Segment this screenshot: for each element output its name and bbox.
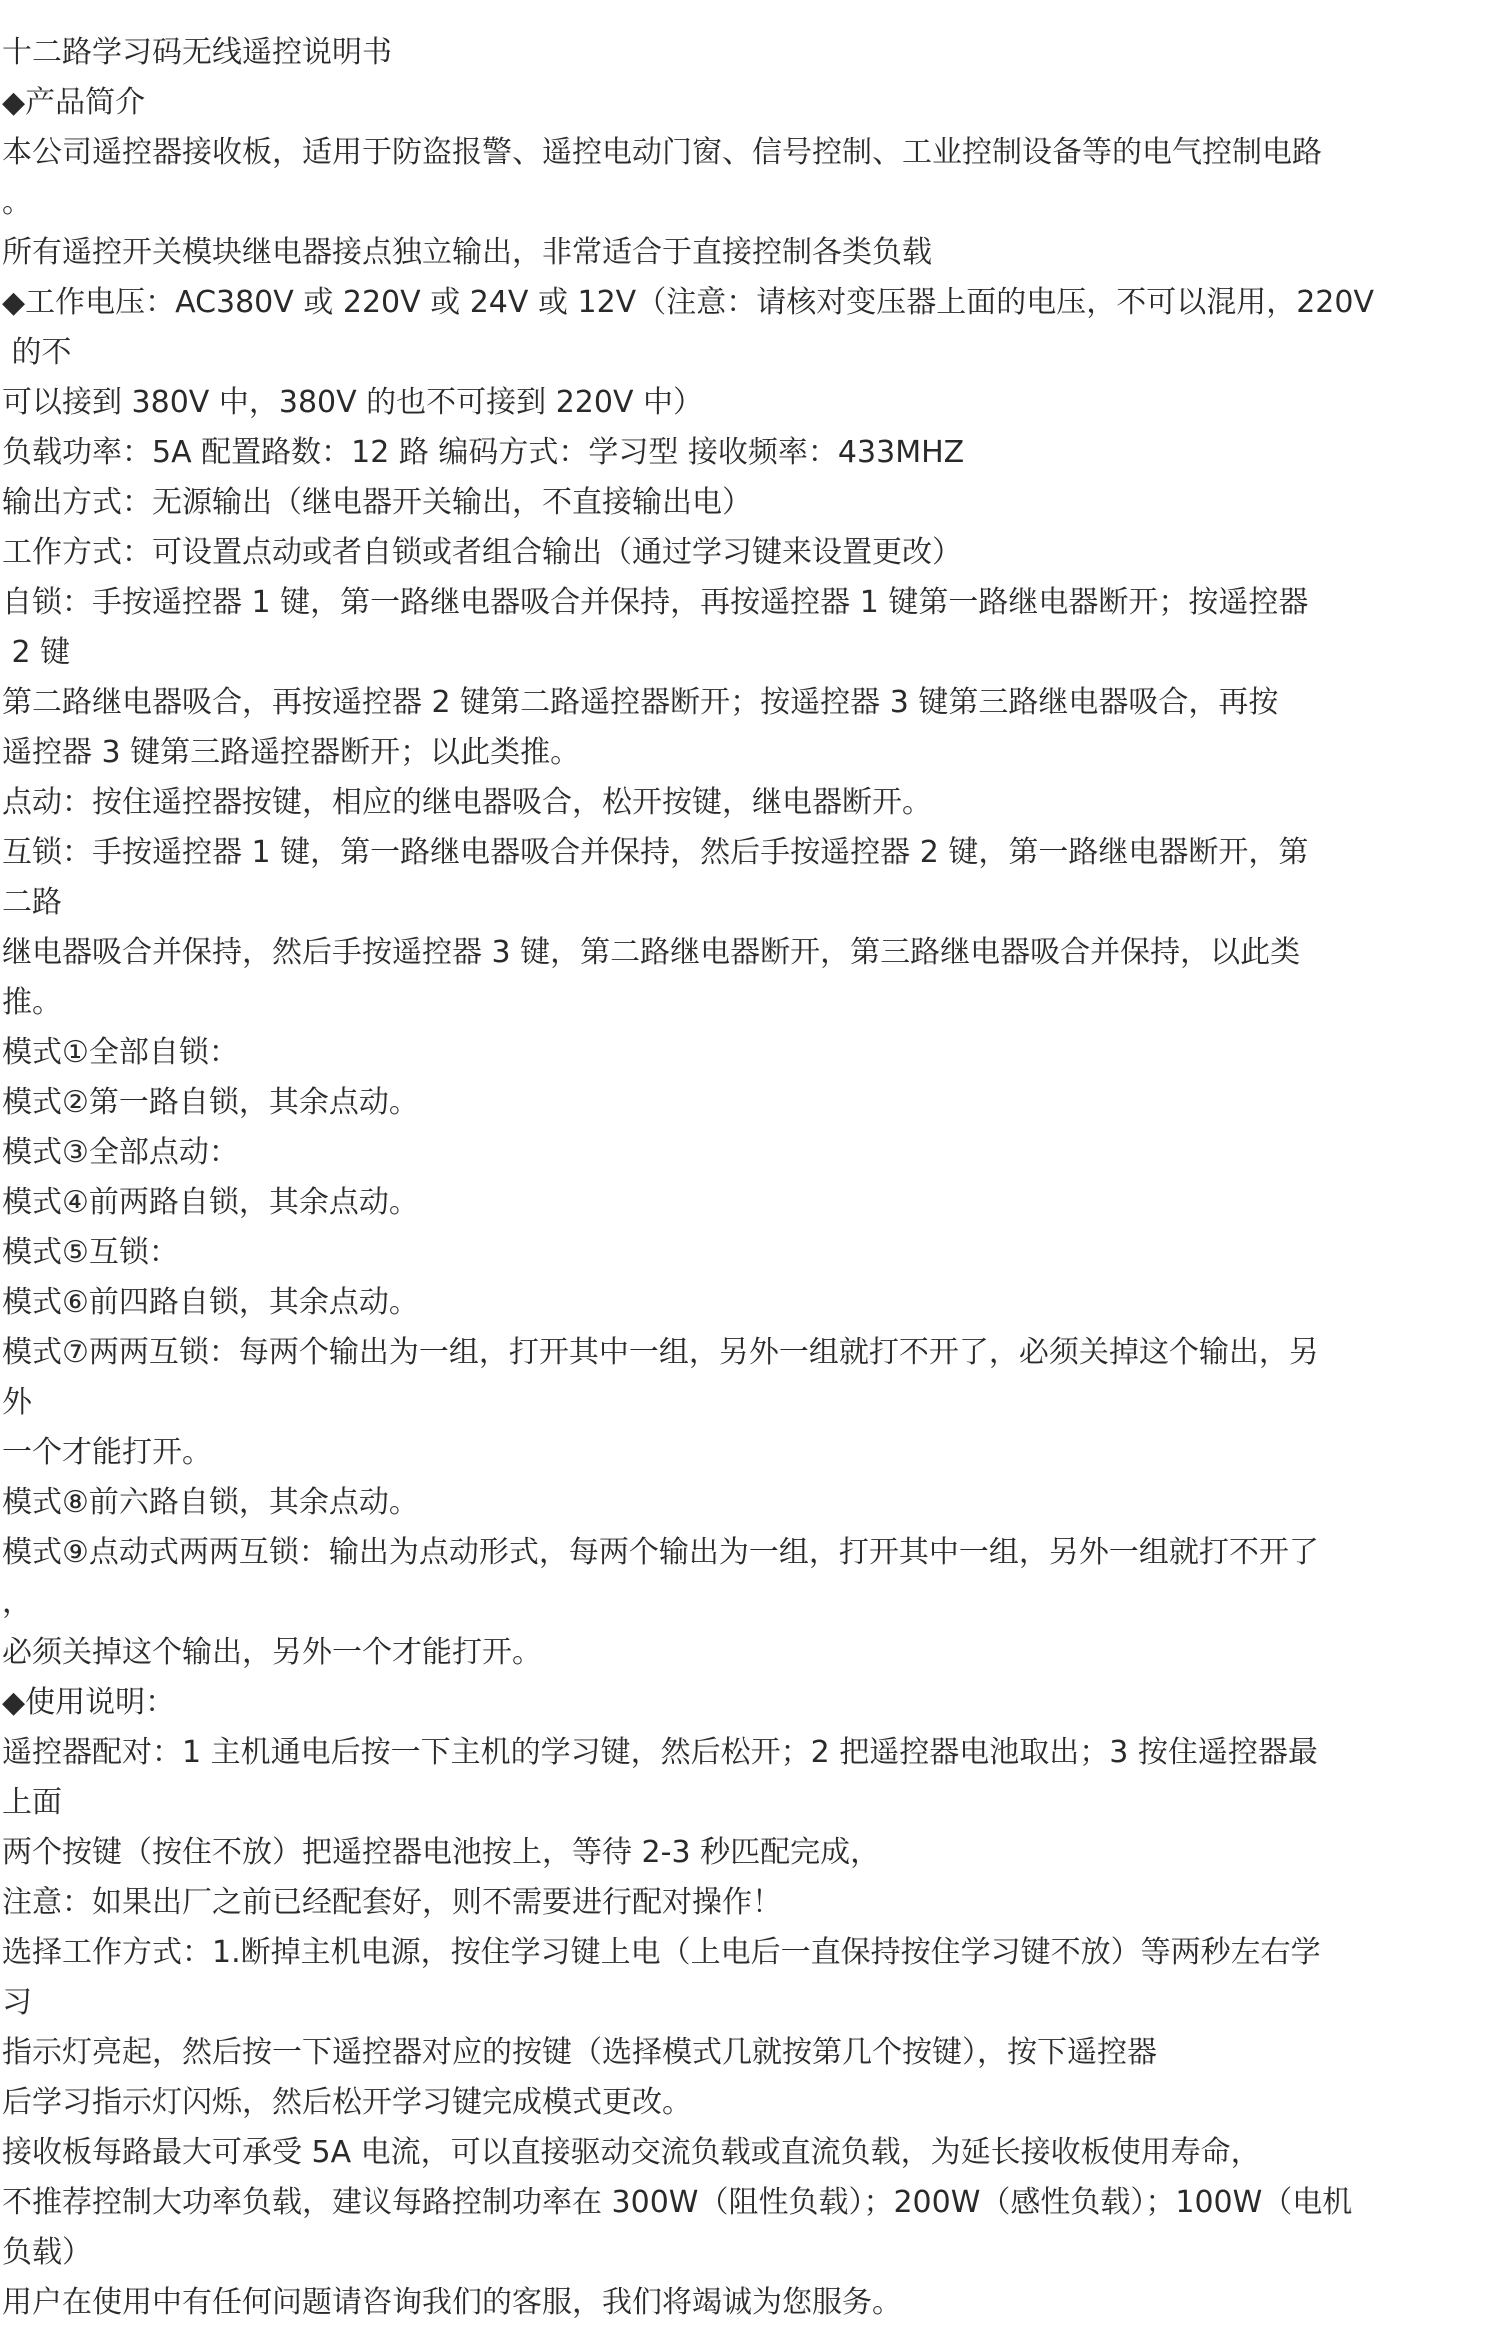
text-line: 2 键 bbox=[2, 635, 71, 670]
mode-line: 模式④前两路自锁，其余点动。 bbox=[2, 1185, 419, 1220]
text-line: 指示灯亮起，然后按一下遥控器对应的按键（选择模式几就按第几个按键），按下遥控器 bbox=[2, 2035, 1157, 2070]
section-heading-working-voltage: ◆工作电压：AC380V 或 220V 或 24V 或 12V（注意：请核对变压器上面的电压，不可以混用，220V bbox=[2, 285, 1374, 320]
text-line: 互锁：手按遥控器 1 键，第一路继电器吸合并保持，然后手按遥控器 2 键，第一路继电器断开，第 bbox=[2, 835, 1309, 870]
section-heading-usage: ◆使用说明： bbox=[2, 1685, 176, 1720]
text-line: 输出方式：无源输出（继电器开关输出，不直接输出电） bbox=[2, 485, 752, 520]
mode-line: 模式⑧前六路自锁，其余点动。 bbox=[2, 1485, 419, 1520]
mode-line: 模式⑥前四路自锁，其余点动。 bbox=[2, 1285, 419, 1320]
text-line: ， bbox=[2, 1585, 32, 1620]
text-line: 第二路继电器吸合，再按遥控器 2 键第二路遥控器断开；按遥控器 3 键第三路继电器吸合，再按 bbox=[2, 685, 1279, 720]
text-line: 外 bbox=[2, 1385, 32, 1420]
text-line: 习 bbox=[2, 1985, 32, 2020]
text-line: 自锁：手按遥控器 1 键，第一路继电器吸合并保持，再按遥控器 1 键第一路继电器断开；按遥控器 bbox=[2, 585, 1309, 620]
text-line: 必须关掉这个输出，另外一个才能打开。 bbox=[2, 1635, 542, 1670]
text-line: 负载功率：5A 配置路数：12 路 编码方式：学习型 接收频率：433MHZ bbox=[2, 435, 965, 470]
text-line: 上面 bbox=[2, 1785, 62, 1820]
text-line-partial: 用户在使用中有任何问题请咨询我们的客服，我们将竭诚为您服务。 bbox=[2, 2285, 902, 2320]
text-line: 选择工作方式：1.断掉主机电源，按住学习键上电（上电后一直保持按住学习键不放）等两秒左右学 bbox=[2, 1935, 1321, 1970]
mode-line: 模式⑦两两互锁：每两个输出为一组，打开其中一组，另外一组就打不开了，必须关掉这个输出，另 bbox=[2, 1335, 1319, 1370]
text-line: 所有遥控开关模块继电器接点独立输出，非常适合于直接控制各类负载 bbox=[2, 235, 932, 270]
text-line: 的不 bbox=[2, 335, 72, 370]
text-line: 后学习指示灯闪烁，然后松开学习键完成模式更改。 bbox=[2, 2085, 692, 2120]
text-line: 负载） bbox=[2, 2235, 92, 2270]
mode-line: 模式⑨点动式两两互锁：输出为点动形式，每两个输出为一组，打开其中一组，另外一组就打不开了 bbox=[2, 1535, 1319, 1570]
text-line: 本公司遥控器接收板，适用于防盗报警、遥控电动门窗、信号控制、工业控制设备等的电气控制电路 bbox=[2, 135, 1322, 170]
text-line: 遥控器 3 键第三路遥控器断开；以此类推。 bbox=[2, 735, 581, 770]
text-line: 遥控器配对：1 主机通电后按一下主机的学习键，然后松开；2 把遥控器电池取出；3 按住遥控器最 bbox=[2, 1735, 1318, 1770]
text-line: 一个才能打开。 bbox=[2, 1435, 212, 1470]
mode-line: 模式⑤互锁： bbox=[2, 1235, 179, 1270]
mode-line: 模式②第一路自锁，其余点动。 bbox=[2, 1085, 419, 1120]
text-line: 。 bbox=[2, 185, 32, 220]
mode-line: 模式③全部点动： bbox=[2, 1135, 239, 1170]
mode-line: 模式①全部自锁： bbox=[2, 1035, 239, 1070]
text-line: 继电器吸合并保持，然后手按遥控器 3 键，第二路继电器断开，第三路继电器吸合并保持，以此类 bbox=[2, 935, 1301, 970]
text-line: 不推荐控制大功率负载，建议每路控制功率在 300W（阻性负载）；200W（感性负载）；100W（电机 bbox=[2, 2185, 1353, 2220]
text-line: 工作方式：可设置点动或者自锁或者组合输出（通过学习键来设置更改） bbox=[2, 535, 962, 570]
text-line: 两个按键（按住不放）把遥控器电池按上，等待 2-3 秒匹配完成， bbox=[2, 1835, 881, 1870]
text-line: 注意：如果出厂之前已经配套好，则不需要进行配对操作！ bbox=[2, 1885, 782, 1920]
text-line: 点动：按住遥控器按键，相应的继电器吸合，松开按键，继电器断开。 bbox=[2, 785, 932, 820]
text-line: 推。 bbox=[2, 985, 62, 1020]
text-line: 接收板每路最大可承受 5A 电流，可以直接驱动交流负载或直流负载，为延长接收板使用寿命， bbox=[2, 2135, 1261, 2170]
text-line: 可以接到 380V 中，380V 的也不可接到 220V 中） bbox=[2, 385, 704, 420]
document-title: 十二路学习码无线遥控说明书 bbox=[2, 35, 392, 70]
text-line: 二路 bbox=[2, 885, 62, 920]
section-heading-product-intro: ◆产品简介 bbox=[2, 85, 146, 120]
